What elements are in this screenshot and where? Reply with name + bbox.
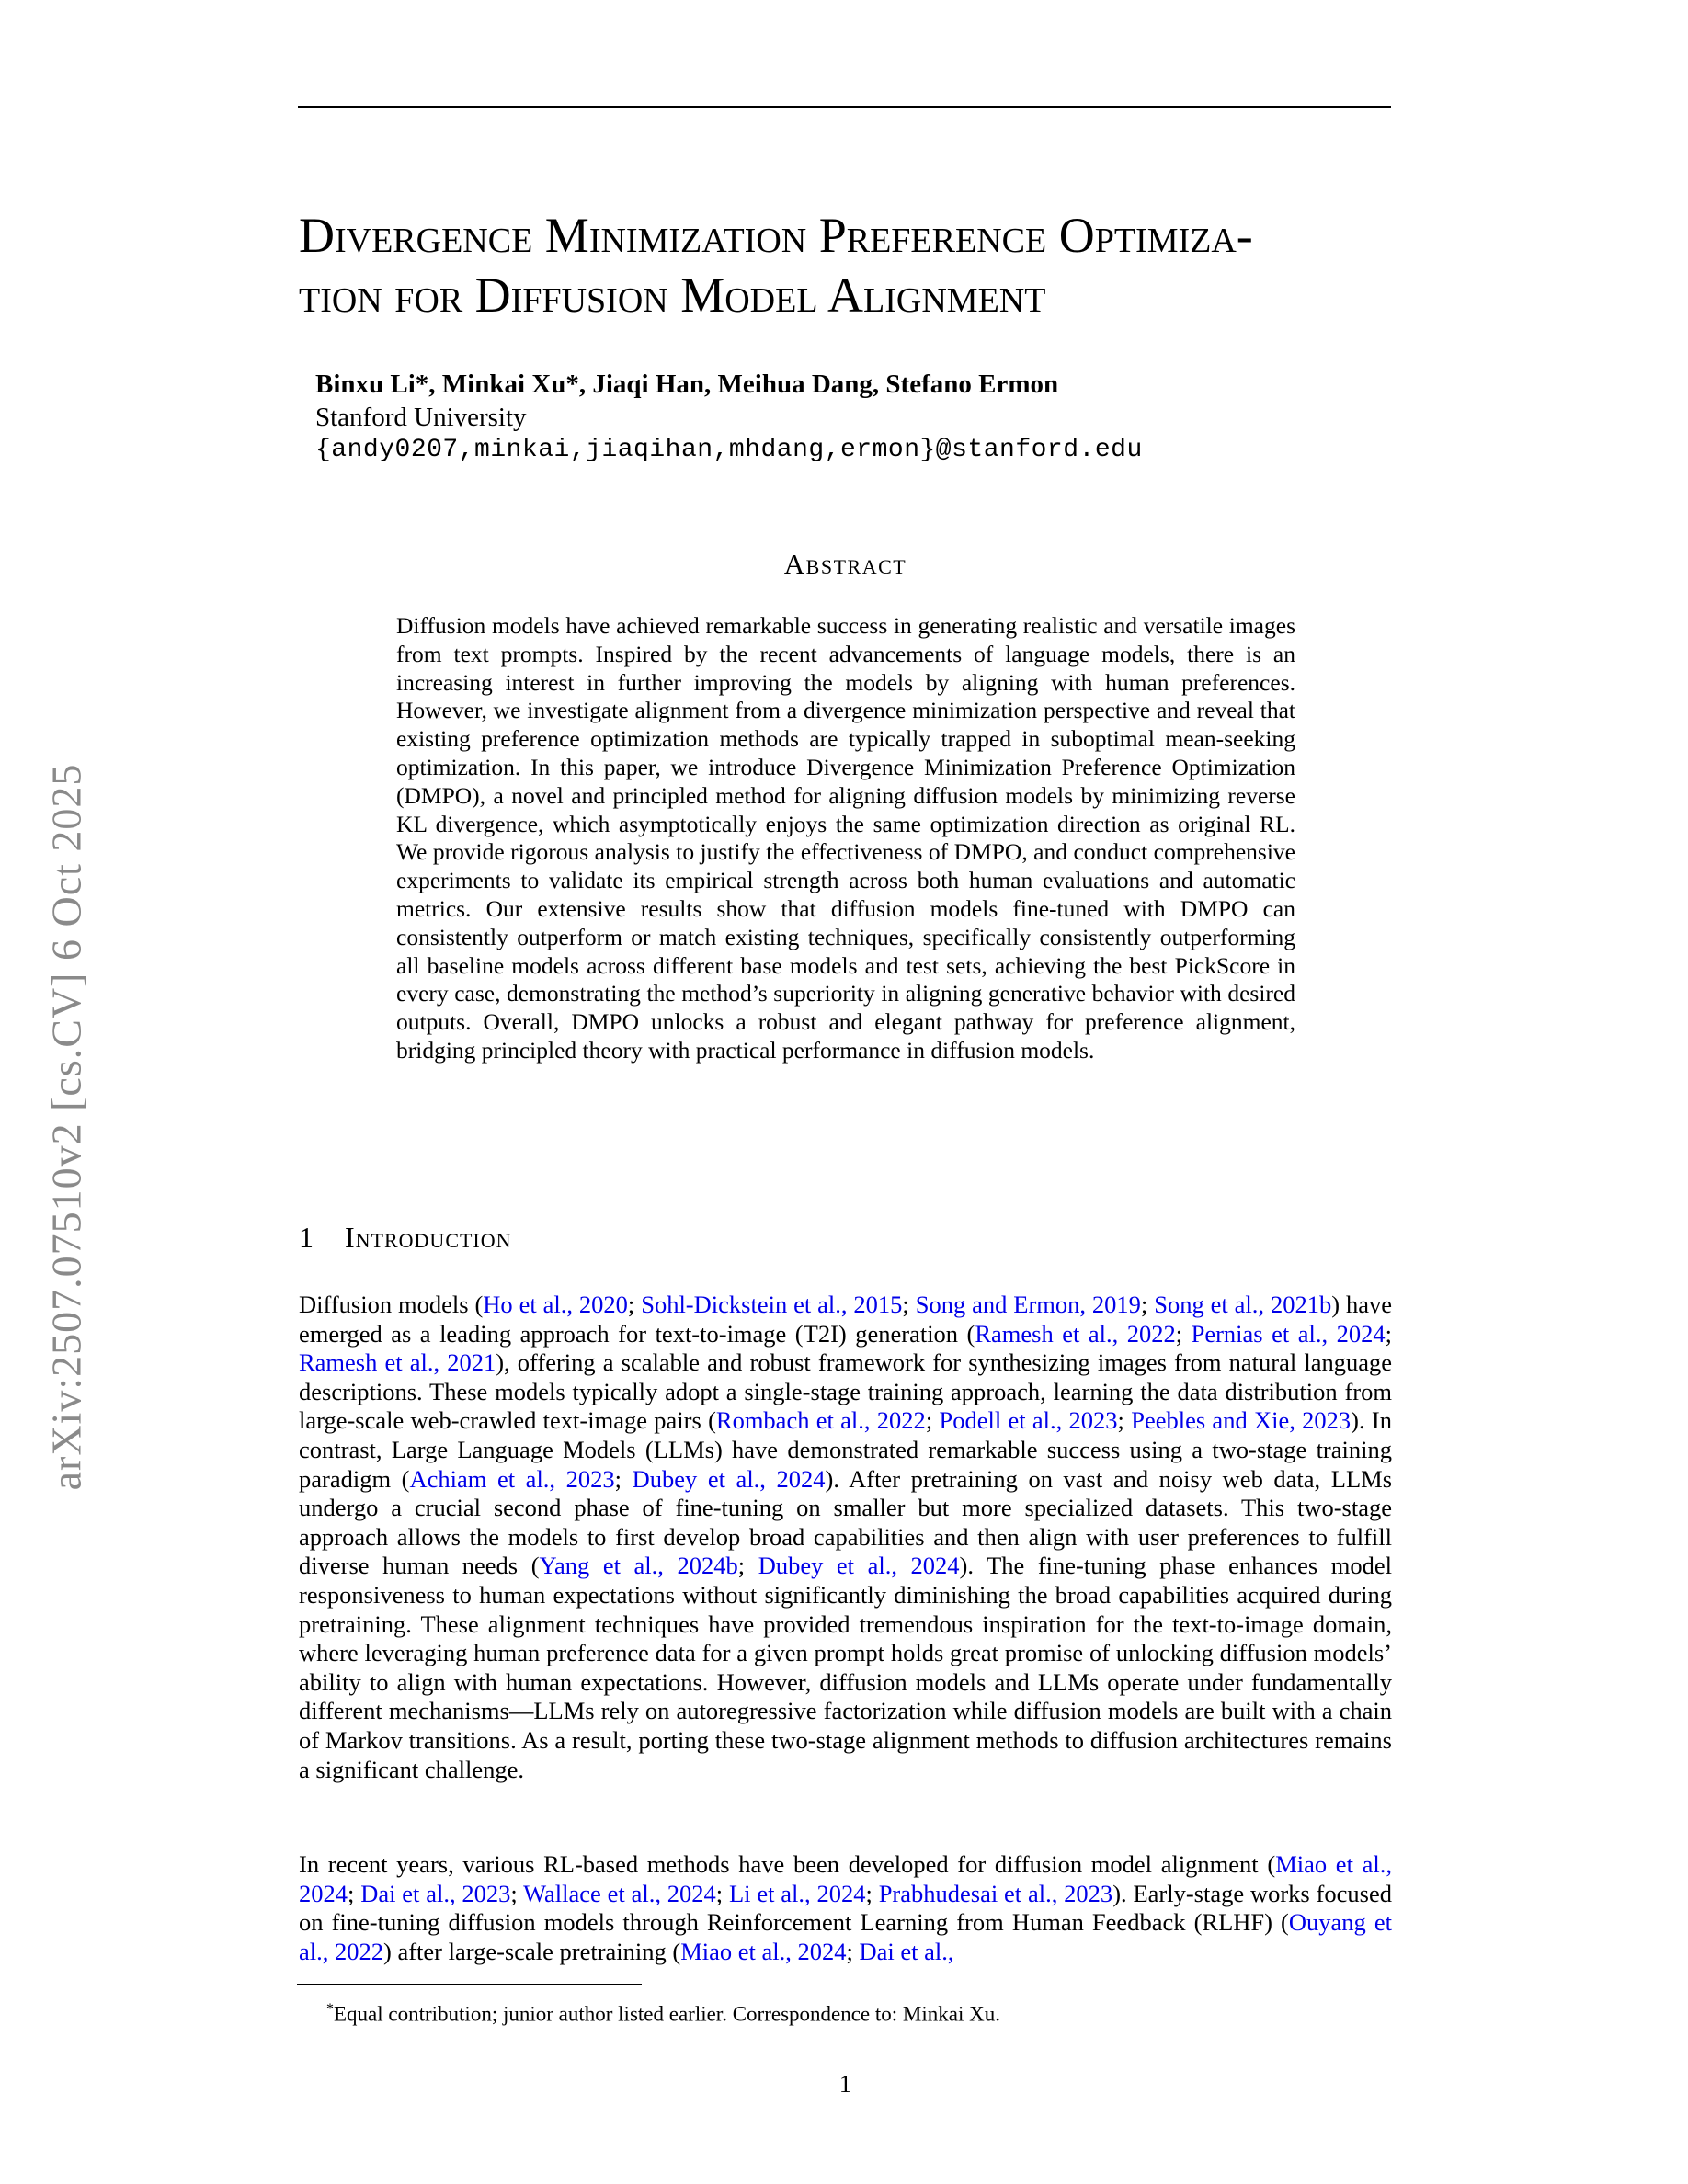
author-emails: {andy0207,minkai,jiaqihan,mhdang,ermon}@stanford.edu bbox=[315, 436, 1143, 464]
paragraph-text: ; bbox=[737, 1552, 758, 1580]
paper-title-line1: Divergence Minimization Preference Optimiza- bbox=[299, 208, 1253, 263]
section-title: Introduction bbox=[345, 1221, 512, 1254]
citation-link[interactable]: Wallace et al., 2024 bbox=[523, 1879, 716, 1907]
footnote bbox=[299, 1996, 1392, 2027]
citation-link[interactable]: Yang et al., 2024b bbox=[539, 1552, 738, 1580]
paragraph-text: ; bbox=[865, 1879, 879, 1907]
citation-link[interactable]: Song and Ermon, 2019 bbox=[915, 1291, 1141, 1318]
paragraph-text: ; bbox=[510, 1879, 524, 1907]
paragraph-text: ; bbox=[614, 1464, 633, 1493]
page-number: 1 bbox=[838, 2070, 852, 2098]
citation-link[interactable]: Pernias et al., 2024 bbox=[1191, 1319, 1386, 1348]
author-names: Binxu Li*, Minkai Xu*, Jiaqi Han, Meihua Dang, Stefano Ermon bbox=[315, 370, 1059, 399]
citation-link[interactable]: Song et al., 2021b bbox=[1154, 1291, 1332, 1318]
footnote-marker: * bbox=[326, 2001, 334, 2017]
abstract-body: Diffusion models have achieved remarkable success in generating realistic and versatile images from text prompts. Inspired by the recent advancements of language models, there is an increasing interest in further improving the models by aligning with human preferences. However, we investigate alignment from a divergence minimization perspective and reveal that existing preference optimization methods are typically trapped in suboptimal mean-seeking optimization. In this paper, we introduce Divergence Minimization Preference Optimization (DMPO), a novel and principled method for aligning diffusion models by minimizing reverse KL divergence, which asymptotically enjoys the same optimization direction as original RL. We provide rigorous analysis to justify the effectiveness of DMPO, and conduct comprehensive experiments to validate its empirical strength across both human evaluations and automatic metrics. Our extensive results show that diffusion models fine-tuned with DMPO can consistently outperform or match existing techniques, specifically consistently outperforming all baseline models across different base models and test sets, achieving the best PickScore in every case, demonstrating the method’s superiority in aligning generative behavior with desired outputs. Overall, DMPO unlocks a robust and elegant pathway for preference alignment, bridging principled theory with practical performance in diffusion models. bbox=[396, 612, 1295, 1064]
paragraph-text: ; bbox=[1385, 1319, 1392, 1348]
citation-link[interactable]: Peebles and Xie, 2023 bbox=[1131, 1406, 1352, 1435]
paper-title bbox=[299, 206, 1457, 325]
author-affiliation: Stanford University bbox=[315, 402, 527, 432]
paragraph-text: ), offering a scalable and robust framework for synthesizing images from natural language descriptions. These models typically adopt a single-stage training approach, learning the data distribution from large-scale web-crawled text-image pairs ( bbox=[299, 1348, 1392, 1435]
citation-link[interactable]: Rombach et al., 2022 bbox=[715, 1406, 926, 1435]
paragraph-text: ) after large-scale pretraining ( bbox=[383, 1937, 681, 1965]
intro-paragraph-1 bbox=[299, 1291, 1392, 1784]
citation-link[interactable]: Podell et al., 2023 bbox=[939, 1406, 1118, 1435]
citation-link[interactable]: Ouyang et al., 2022 bbox=[299, 1908, 1392, 1965]
section-number: 1 bbox=[299, 1221, 314, 1254]
paragraph-text: ; bbox=[1140, 1291, 1155, 1318]
citation-link[interactable]: Ramesh et al., 2022 bbox=[975, 1319, 1176, 1348]
citation-link[interactable]: Miao et al., 2024 bbox=[299, 1850, 1392, 1907]
paragraph-text: ). After pretraining on vast and noisy web data, LLMs undergo a crucial second phase of fine-tuning on smaller but more specialized datasets. This two-stage approach allows the models to first develop broad capabilities and then align with user preferences to fulfill diverse human needs ( bbox=[299, 1464, 1393, 1580]
citation-link[interactable]: Achiam et al., 2023 bbox=[409, 1464, 615, 1493]
paragraph-text: ). The fine-tuning phase enhances model responsiveness to human expectations without significantly diminishing the broad capabilities acquired during pretraining. These alignment techniques have provided tremendous inspiration for the text-to-image domain, where leveraging human preference data for a given prompt holds great promise of unlocking diffusion models’ ability to align with human expectations. However, diffusion models and LLMs operate under fundamentally different mechanisms—LLMs rely on autoregressive factorization while diffusion models are built with a chain of Markov transitions. As a result, porting these two-stage alignment methods to diffusion architectures remains a significant challenge. bbox=[299, 1552, 1392, 1783]
citation-link[interactable]: Miao et al., 2024 bbox=[680, 1937, 847, 1965]
citation-link[interactable]: Dubey et al., 2024 bbox=[758, 1552, 960, 1580]
paragraph-text: ; bbox=[1117, 1406, 1132, 1435]
paragraph-text: ; bbox=[1175, 1319, 1192, 1348]
paragraph-text: ) have emerged as a leading approach for text-to-image (T2I) generation ( bbox=[299, 1291, 1392, 1348]
paragraph-text: ; bbox=[846, 1937, 860, 1965]
author-block bbox=[315, 369, 1143, 467]
header-rule bbox=[298, 106, 1391, 108]
paragraph-text: ). In contrast, Large Language Models (LLMs) have demonstrated remarkable success using a two-stage training paradigm ( bbox=[299, 1406, 1392, 1493]
section-heading-introduction bbox=[299, 1221, 512, 1255]
arxiv-watermark: arXiv:2507.07510v2 [cs.CV] 6 Oct 2025 bbox=[42, 763, 90, 1491]
paragraph-text: ). Early-stage works focused on fine-tuning diffusion models through Reinforcement Learning from Human Feedback (RLHF) ( bbox=[299, 1879, 1392, 1937]
paragraph-text: ; bbox=[627, 1291, 642, 1318]
citation-link[interactable]: Sohl-Dickstein et al., 2015 bbox=[641, 1291, 903, 1318]
footnote-rule bbox=[297, 1984, 642, 1985]
paragraph-text: ; bbox=[925, 1406, 940, 1435]
paragraph-text: ; bbox=[902, 1291, 916, 1318]
citation-link[interactable]: Prabhudesai et al., 2023 bbox=[878, 1879, 1113, 1907]
citation-link[interactable]: Li et al., 2024 bbox=[728, 1879, 866, 1907]
abstract-heading: Abstract bbox=[783, 548, 907, 580]
citation-link[interactable]: Dubey et al., 2024 bbox=[632, 1464, 826, 1493]
paragraph-text: Diffusion models ( bbox=[299, 1291, 484, 1318]
citation-link[interactable]: Ho et al., 2020 bbox=[483, 1291, 628, 1318]
intro-paragraph-2 bbox=[299, 1850, 1392, 1966]
paper-title-line2: tion for Diffusion Model Alignment bbox=[299, 267, 1046, 323]
paragraph-text: In recent years, various RL-based methods have been developed for diffusion model alignment ( bbox=[299, 1850, 1276, 1878]
citation-link[interactable]: Ramesh et al., 2021 bbox=[299, 1348, 496, 1377]
footnote-text: Equal contribution; junior author listed earlier. Correspondence to: Minkai Xu. bbox=[334, 2002, 1000, 2026]
citation-link[interactable]: Dai et al., 2023 bbox=[360, 1879, 511, 1907]
paragraph-text: ; bbox=[715, 1879, 729, 1907]
paragraph-text: ; bbox=[348, 1879, 361, 1907]
citation-link[interactable]: Dai et al., bbox=[859, 1937, 954, 1965]
